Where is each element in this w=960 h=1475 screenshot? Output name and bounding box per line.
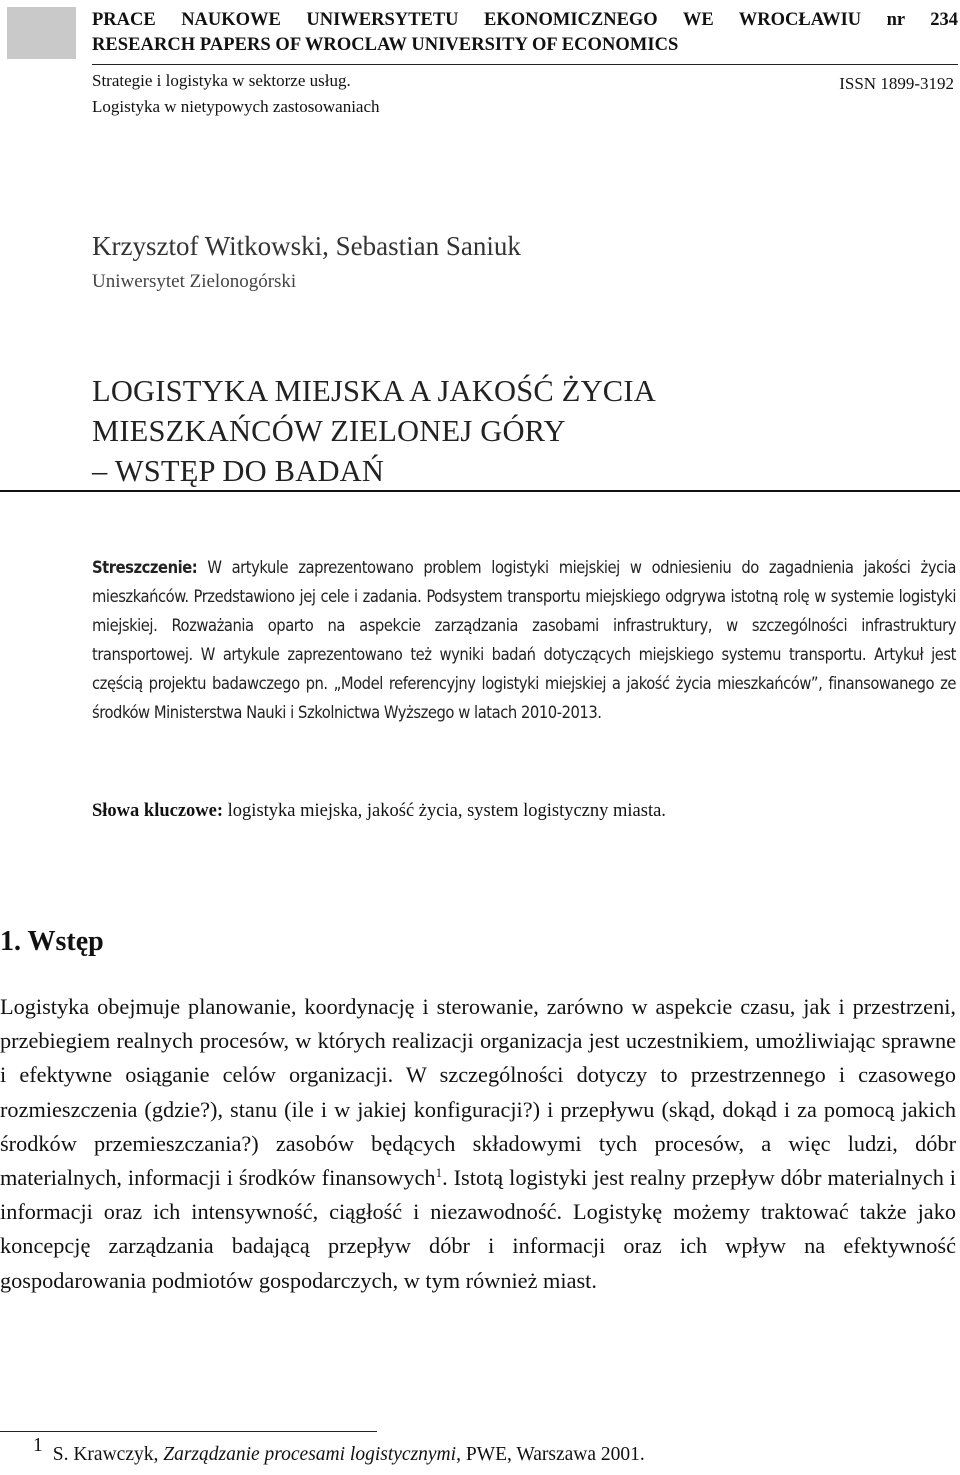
authors: Krzysztof Witkowski, Sebastian Saniuk [92,231,521,261]
abstract-label: Streszczenie: [92,558,198,577]
keywords [92,797,956,825]
keywords-label: Słowa kluczowe: [92,801,224,821]
footnote-author: S. Krawczyk, [52,1444,164,1465]
header-divider [92,64,958,65]
footnote-reference[interactable]: 1 [435,1165,443,1181]
footnote [33,1435,645,1468]
paper-title-line1: LOGISTYKA MIEJSKA A JAKOŚĆ ŻYCIA [92,374,656,408]
abstract-text: W artykule zaprezentowano problem logistyki miejskiej w odniesieniu do zagadnienia jakości życia mieszkańców. Przedstawiono jej cele i zadania. Podsystem transportu miejskiego odgrywa istotną rolę w systemie logistyki miejskiej. Rozważania oparto na aspekcie zarządzania zasobami infrastruktury, w szczególności infrastruktury transportowej. W artykule zaprezentowano też wyniki badań dotyczących miejskiego systemu transportu. Artykuł jest częścią projektu badawczego pn. „Model referencyjny logistyki miejskiej a jakość życia mieszkańców”, finansowanego ze środków Ministerstwa Nauki i Szkolnictwa Wyższego w latach 2010-2013. [92,558,956,722]
paper-title-line2: MIESZKAŃCÓW ZIELONEJ GÓRY [92,414,566,448]
journal-title-en: RESEARCH PAPERS OF WROCLAW UNIVERSITY OF ECONOMICS [92,35,679,55]
footnote-number: 1 [33,1435,43,1456]
footnote-divider [0,1431,377,1432]
abstract [92,553,956,727]
body-text-part2: . Istotą logistyki jest realny przepływ dóbr materialnych i informacji oraz ich intensywność, ciągłość i niezawodność. Logistykę możemy traktować także jako koncepcję zarządzania badającą przepływ dóbr i informacji oraz ich wpływ na efektywność gospodarowania podmiotów gospodarczych, w tym również miast. [0,1165,956,1293]
series-title-line2: Logistyka w nietypowych zastosowaniach [92,97,380,116]
paper-title-line3: – WSTĘP DO BADAŃ [92,454,385,488]
affiliation: Uniwersytet Zielonogórski [92,271,297,292]
journal-logo-box [7,7,76,59]
journal-title-pl: PRACE NAUKOWE UNIWERSYTETU EKONOMICZNEGO WE WROCŁAWIU nr 234 [92,10,958,30]
footnote-publisher: , PWE, Warszawa 2001. [456,1444,645,1465]
body-paragraph [0,990,956,1298]
section-heading: 1. Wstęp [0,926,104,957]
footnote-work-title: Zarządzanie procesami logistycznymi [163,1444,457,1465]
keywords-text: logistyka miejska, jakość życia, system logistyczny miasta. [223,801,666,821]
series-title-line1: Strategie i logistyka w sektorze usług. [92,71,351,90]
issn-label: ISSN 1899-3192 [839,74,954,93]
title-divider [0,490,960,492]
body-text-part1: Logistyka obejmuje planowanie, koordynację i sterowanie, zarówno w aspekcie czasu, jak i przestrzeni, przebiegiem realnych procesów, w których realizacji organizacja jest uczestnikiem, umożliwiając sprawne i efektywne osiąganie celów organizacji. W szczególności dotyczy to przestrzennego i czasowego rozmieszczenia (gdzie?), stanu (ile i w jakiej konfiguracji?) i przepływu (skąd, dokąd i za pomocą jakich środków przemieszczania?) zasobów będących składowymi tych procesów, a więc ludzi, dóbr materialnych, informacji i środków finansowych [0,994,956,1191]
